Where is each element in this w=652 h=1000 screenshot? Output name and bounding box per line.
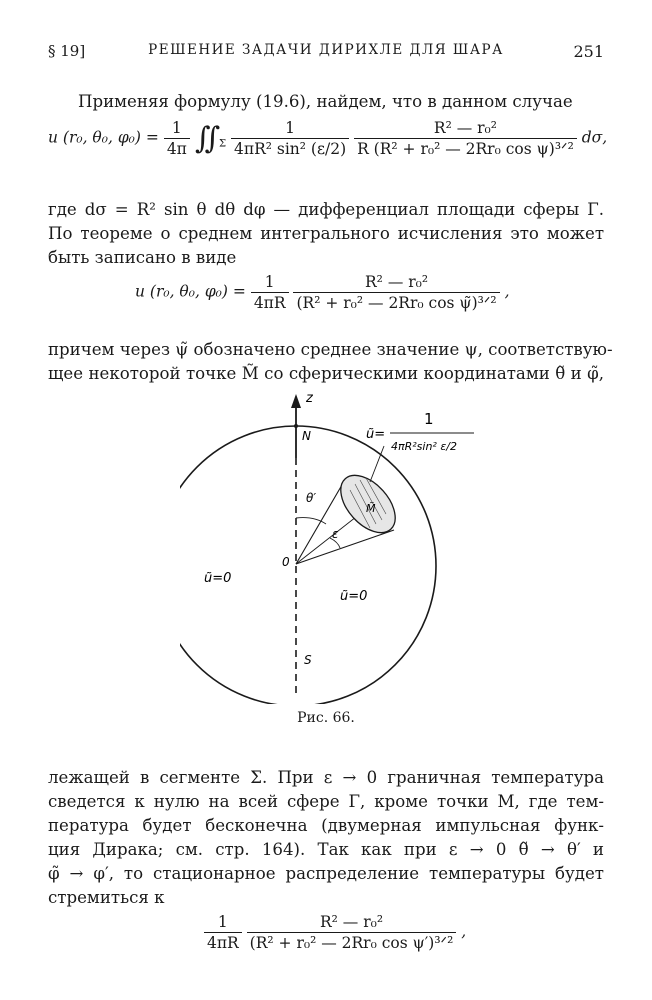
- paragraph-intro: [48, 90, 604, 114]
- fraction-poisson: [293, 272, 499, 313]
- formula-lhs: u (r₀, θ₀, φ₀) =: [135, 282, 246, 301]
- text-line: стремиться к: [48, 888, 165, 907]
- text-line: где dσ = R² sin θ dθ dφ — дифференциал площади сферы Γ.: [48, 200, 604, 219]
- poisson-numerator: R² — r₀²: [247, 912, 457, 933]
- formula-integral: [48, 118, 618, 159]
- text-line: сведется к нулю на всей сфере Γ, кроме точки M, где тем-: [48, 792, 604, 811]
- poisson-denominator: (R² + r₀² — 2Rr₀ cos ψ̃)³ᐟ²: [296, 294, 497, 312]
- label-o: 0: [282, 555, 290, 569]
- running-header: [48, 42, 604, 66]
- formula-lhs: u (r₀, θ₀, φ₀) =: [48, 128, 159, 147]
- coef-fraction: [204, 912, 242, 953]
- poisson-numerator: R² — r₀²: [293, 272, 499, 293]
- integral-domain: Σ: [219, 138, 227, 150]
- formula-tail: dσ,: [581, 128, 608, 147]
- section-marker: § 19]: [48, 42, 86, 60]
- annotation-numerator: 1: [424, 410, 434, 428]
- cone-edge-lower: [296, 530, 394, 564]
- coef-fraction: [164, 118, 190, 159]
- formula-tail: ,: [504, 282, 510, 301]
- double-integral-sign: ∫∫: [194, 121, 215, 156]
- text-line: щее некоторой точке M̃ со сферическими координатами θ̃ и φ̃,: [48, 364, 604, 383]
- text-line: По теореме о среднем интегрального исчисления это может: [48, 224, 604, 243]
- kernel-numerator: 1: [231, 118, 349, 139]
- label-n: N: [302, 429, 311, 443]
- label-m: M̃: [366, 502, 376, 515]
- label-z: z: [306, 391, 313, 406]
- coef-denominator: 4πR: [207, 934, 239, 952]
- label-u-right: ũ=0: [340, 589, 368, 604]
- kernel-denominator: 4πR² sin² (ε/2): [234, 140, 347, 158]
- sphere-figure: [180, 386, 480, 704]
- text-line: φ̃ → φ′, то стационарное распределение температуры будет: [48, 864, 604, 883]
- formula-mean-value: [135, 272, 615, 313]
- running-title: РЕШЕНИЕ ЗАДАЧИ ДИРИХЛЕ ДЛЯ ШАРА: [148, 42, 504, 58]
- page-number: 251: [573, 42, 604, 61]
- figure-caption: Рис. 66.: [297, 710, 355, 726]
- label-epsilon: ε: [332, 527, 339, 541]
- coef-fraction: [251, 272, 289, 313]
- text-line: причем через ψ̃ обозначено среднее значение ψ, соответствую-: [48, 340, 613, 359]
- paragraph-limit: [48, 766, 604, 910]
- coef-denominator: 4πR: [253, 294, 286, 312]
- coef-numerator: 1: [164, 118, 190, 139]
- formula-tail: ,: [461, 922, 467, 941]
- formula-limit: [204, 912, 624, 953]
- point-n: [294, 424, 298, 428]
- label-theta: θ′: [306, 491, 317, 505]
- fraction-poisson: [247, 912, 457, 953]
- poisson-denominator: R (R² + r₀² — 2Rr₀ cos ψ)³ᐟ²: [357, 140, 574, 158]
- paragraph-differential: [48, 198, 604, 270]
- z-axis-arrow: [291, 394, 301, 408]
- coef-numerator: 1: [204, 912, 242, 933]
- text-line: лежащей в сегменте Σ. При ε → 0 граничная температура: [48, 768, 604, 787]
- paragraph-mean: [48, 338, 613, 386]
- coef-numerator: 1: [251, 272, 289, 293]
- fraction-poisson: [354, 118, 577, 159]
- annotation-denominator: 4πR²sin² ε/2: [391, 440, 457, 453]
- text-line: ция Дирака; см. стр. 164). Так как при ε → 0 θ̃ → θ′ и: [48, 840, 604, 859]
- coef-denominator: 4π: [166, 140, 187, 158]
- label-u-left: ũ=0: [204, 571, 232, 586]
- text-line: Применяя формулу (19.6), найдем, что в данном случае: [78, 92, 573, 111]
- fraction-kernel: [231, 118, 349, 159]
- text-line: быть записано в виде: [48, 248, 237, 267]
- text-line: пература будет бесконечна (двумерная импульсная функ-: [48, 816, 604, 835]
- poisson-denominator: (R² + r₀² — 2Rr₀ cos ψ′)³ᐟ²: [249, 934, 454, 952]
- annotation-lhs: ũ=: [366, 427, 386, 442]
- poisson-numerator: R² — r₀²: [354, 118, 577, 139]
- label-s: S: [304, 653, 312, 667]
